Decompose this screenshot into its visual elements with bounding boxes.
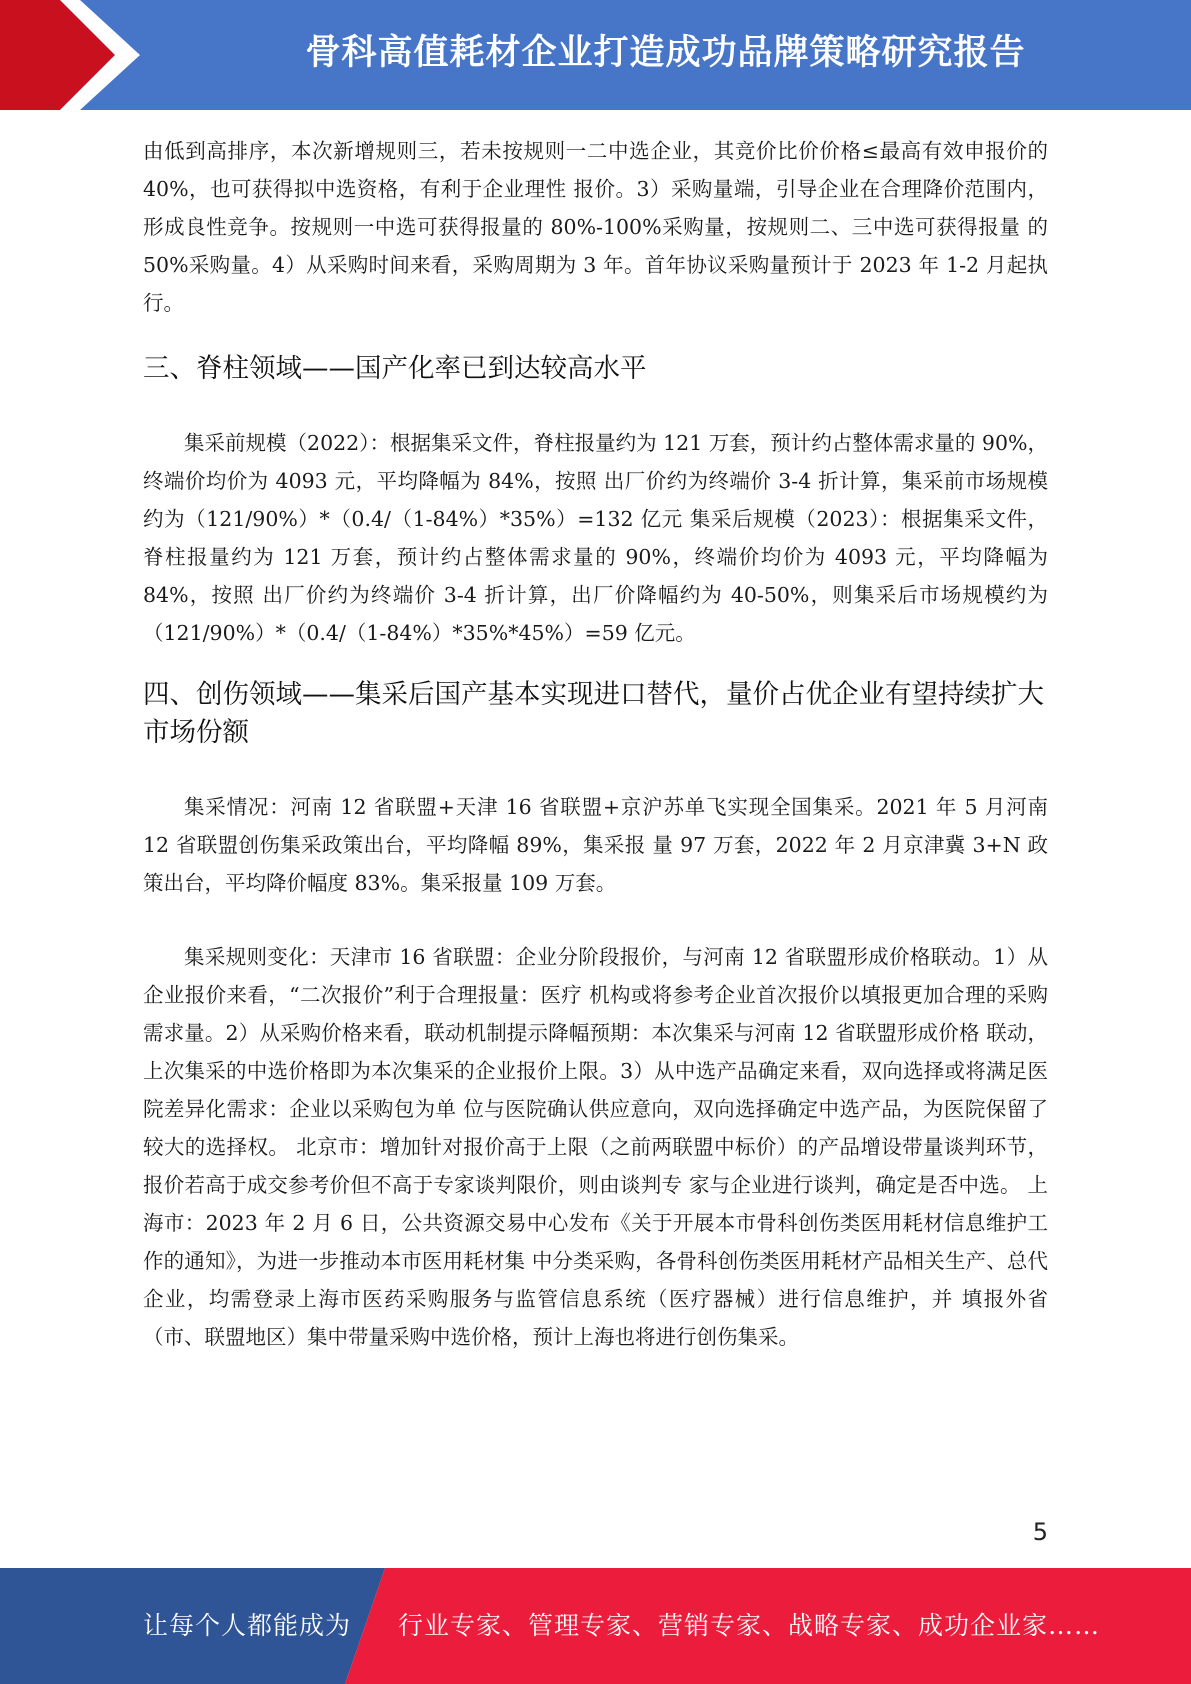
- section-heading-trauma: 四、创伤领域——集采后国产基本实现进口替代，量价占优企业有望持续扩大市场份额: [143, 679, 1044, 748]
- page-number: 5: [1032, 1518, 1048, 1546]
- paragraph-trauma-procurement: 集采情况：河南 12 省联盟+天津 16 省联盟+京沪苏单飞实现全国集采。2021 年 5 月河南 12 省联盟创伤集采政策出台，平均降幅 89%，集采报 量 97 万套，2022 年 2 月京津冀 3+N 政策出台，平均降价幅度 83%。集采报量 109 万套。: [143, 795, 1048, 895]
- page-header: [0, 0, 1191, 110]
- paragraph-spine-scale: 集采前规模（2022）：根据集采文件，脊柱报量约为 121 万套，预计约占整体需求量的 90%，终端价均价为 4093 元，平均降幅为 84%，按照 出厂价约为终端价 3-4 折计算，集采前市场规模约为（121/90%）*（0.4/（1-84%）*35%）=132 亿元 集采后规模（2023）：根据集采文件，脊柱报量约为 121 万套，预计约占整体需求量的 90%，终端价均价为 4093 元，平均降幅为 84%，按照 出厂价约为终端价 3-4 折计算，出厂价降幅约为 40-50%，则集采后市场规模约为（121/90%）*（0.4/（1-84%）*35%*45%）=59 亿元。: [143, 431, 1048, 645]
- footer-slogan-left: 让每个人都能成为: [143, 1611, 352, 1640]
- section-heading-spine: 三、脊柱领域——国产化率已到达较高水平: [143, 353, 647, 384]
- footer-slogan-right: 行业专家、管理专家、营销专家、战略专家、成功企业家……: [398, 1611, 1101, 1640]
- header-arrow-decoration: [0, 0, 160, 110]
- paragraph-continued: 由低到高排序，本次新增规则三，若未按规则一二中选企业，其竞价比价价格≤最高有效申报价的40%，也可获得拟中选资格，有利于企业理性 报价。3）采购量端，引导企业在合理降价范围内，形成良性竞争。按规则一中选可获得报量的 80%-100%采购量，按规则二、三中选可获得报量 的50%采购量。4）从采购时间来看，采购周期为 3 年。首年协议采购量预计于 2023 年 1-2 月起执行。: [143, 139, 1048, 315]
- report-title: 骨科高值耗材企业打造成功品牌策略研究报告: [305, 33, 1026, 73]
- paragraph-trauma-rules: 集采规则变化：天津市 16 省联盟：企业分阶段报价，与河南 12 省联盟形成价格联动。1）从企业报价来看，“二次报价”利于合理报量：医疗 机构或将参考企业首次报价以填报更加合理的采购需求量。2）从采购价格来看，联动机制提示降幅预期：本次集采与河南 12 省联盟形成价格 联动，上次集采的中选价格即为本次集采的企业报价上限。3）从中选产品确定来看，双向选择或将满足医院差异化需求：企业以采购包为单 位与医院确认供应意向，双向选择确定中选产品，为医院保留了较大的选择权。 北京市：增加针对报价高于上限（之前两联盟中标价）的产品增设带量谈判环节，报价若高于成交参考价但不高于专家谈判限价，则由谈判专 家与企业进行谈判，确定是否中选。 上海市：2023 年 2 月 6 日，公共资源交易中心发布《关于开展本市骨科创伤类医用耗材信息维护工作的通知》，为进一步推动本市医用耗材集 中分类采购，各骨科创伤类医用耗材产品相关生产、总代企业，均需登录上海市医药采购服务与监管信息系统（医疗器械）进行信息维护，并 填报外省（市、联盟地区）集中带量采购中选价格，预计上海也将进行创伤集采。: [143, 945, 1048, 1349]
- page-content: [143, 132, 1048, 1356]
- page-footer: [0, 1568, 1191, 1684]
